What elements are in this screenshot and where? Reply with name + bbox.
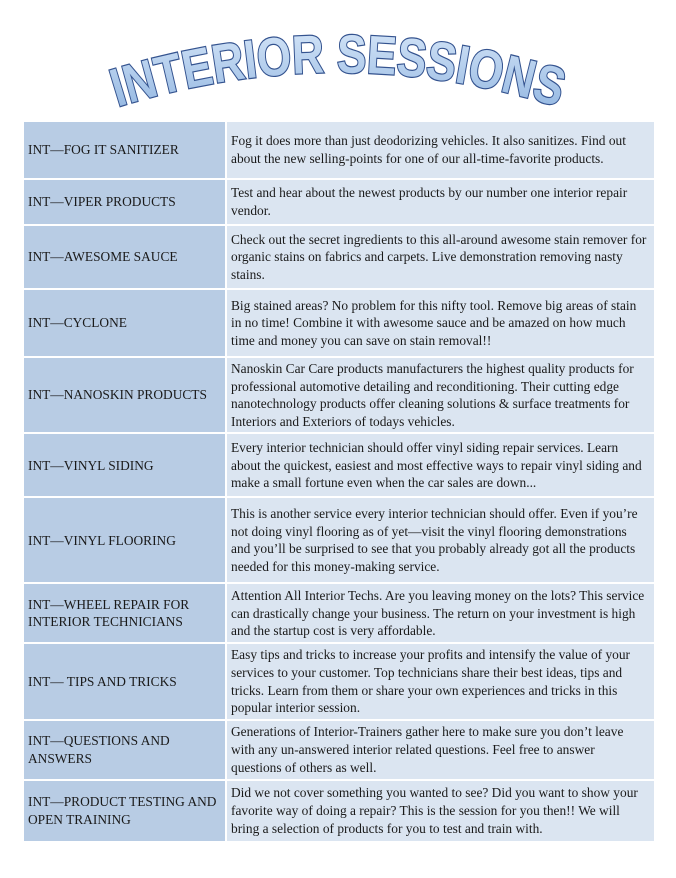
session-name: INT—VINYL SIDING <box>24 434 227 498</box>
session-name: INT— TIPS AND TRICKS <box>24 644 227 720</box>
session-name: INT—VINYL FLOORING <box>24 498 227 584</box>
session-name: INT—WHEEL REPAIR FOR INTERIOR TECHNICIANS <box>24 584 227 644</box>
session-description: This is another service every interior technician should offer. Even if you’re not doing vinyl flooring as of yet—visit the vinyl flooring demonstrations and you’ll be surprised to see that you probably already got all the products needed for this money-making service. <box>227 498 654 584</box>
session-description: Fog it does more than just deodorizing vehicles. It also sanitizes. Find out about the new selling-points for one of our all-time-favorite products. <box>227 122 654 180</box>
session-name: INT—NANOSKIN PRODUCTS <box>24 358 227 434</box>
page-title-banner <box>0 20 676 120</box>
page-title-text: INTERIOR SESSIONS <box>103 24 579 120</box>
table-row <box>24 290 654 358</box>
session-name: INT—FOG IT SANITIZER <box>24 122 227 180</box>
session-description: Test and hear about the newest products by our number one interior repair vendor. <box>227 180 654 226</box>
table-row <box>24 498 654 584</box>
table-row <box>24 584 654 644</box>
table-row <box>24 180 654 226</box>
table-row <box>24 226 654 290</box>
session-description: Attention All Interior Techs. Are you leaving money on the lots? This service can drastically change your business. The return on your investment is high and the startup cost is very affordable. <box>227 584 654 644</box>
table-row <box>24 434 654 498</box>
page-title-art <box>0 20 676 120</box>
session-description: Generations of Interior-Trainers gather here to make sure you don’t leave with any un-answered interior related questions. Feel free to answer questions of others as well. <box>227 721 654 781</box>
table-row <box>24 122 654 180</box>
session-name: INT—PRODUCT TESTING AND OPEN TRAINING <box>24 781 227 843</box>
session-name: INT—CYCLONE <box>24 290 227 358</box>
sessions-table <box>24 122 654 843</box>
table-row <box>24 644 654 720</box>
session-name: INT—QUESTIONS AND ANSWERS <box>24 721 227 781</box>
table-row <box>24 721 654 781</box>
table-row <box>24 781 654 843</box>
session-description: Big stained areas? No problem for this nifty tool. Remove big areas of stain in no time! Combine it with awesome sauce and be amazed on how much time and money you can save on stain removal!! <box>227 290 654 358</box>
session-description: Did we not cover something you wanted to see? Did you want to show your favorite way of doing a repair? This is the session for you then!! We will bring a selection of products for you to test and train with. <box>227 781 654 843</box>
session-description: Check out the secret ingredients to this all-around awesome stain remover for organic stains on fabrics and carpets. Live demonstration removing nasty stains. <box>227 226 654 290</box>
table-row <box>24 358 654 434</box>
session-description: Nanoskin Car Care products manufacturers the highest quality products for professional automotive detailing and reconditioning. Their cutting edge nanotechnology products offer cleaning solutions & surface treatments for Interiors and Exteriors of todays vehicles. <box>227 358 654 434</box>
session-description: Every interior technician should offer vinyl siding repair services. Learn about the quickest, easiest and most effective ways to repair vinyl siding and make a small fortune even when the car sales are down... <box>227 434 654 498</box>
session-description: Easy tips and tricks to increase your profits and intensify the value of your services to your customer. Top technicians share their best ideas, tips and tricks. Learn from them or share your own experiences and tricks in this popular interior session. <box>227 644 654 720</box>
session-name: INT—AWESOME SAUCE <box>24 226 227 290</box>
session-name: INT—VIPER PRODUCTS <box>24 180 227 226</box>
page-title <box>103 24 579 120</box>
